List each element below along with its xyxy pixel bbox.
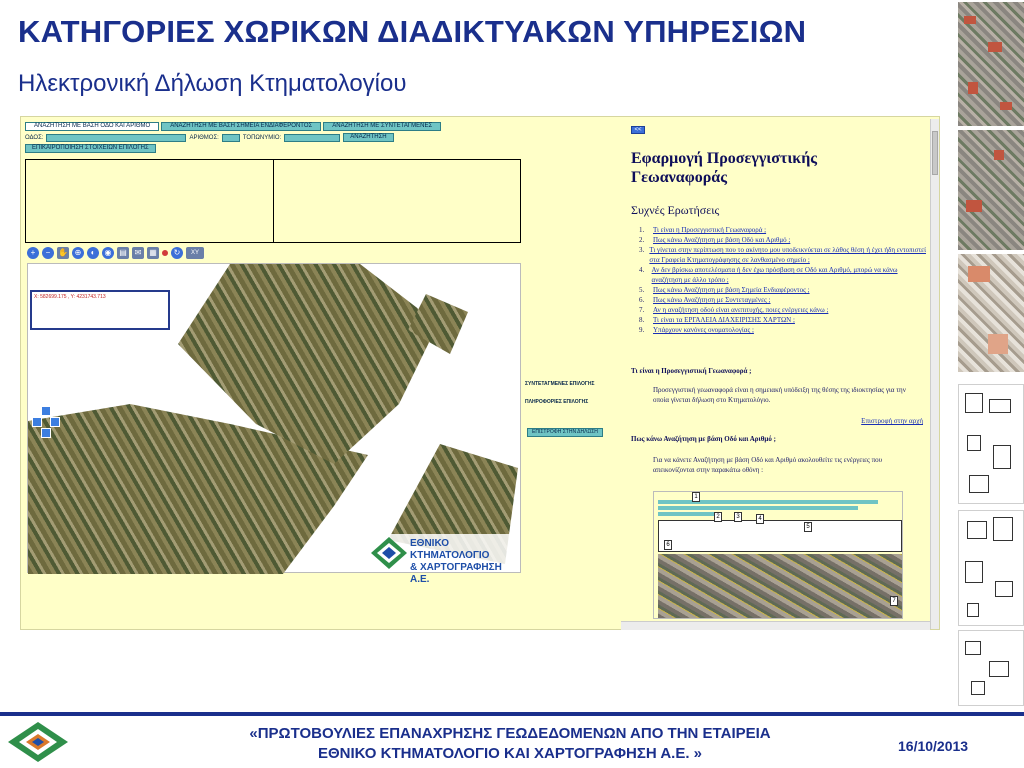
point-icon[interactable] <box>162 250 168 256</box>
faq-title: Συχνές Ερωτήσεις <box>631 203 720 217</box>
coordinates-text: X: 582699.175 , Y: 4231743.713 <box>34 294 106 300</box>
side-coords-label: ΣΥΝΤΕΤΑΓΜΕΝΕΣ ΕΠΙΛΟΓΗΣ <box>525 381 595 387</box>
toponym-input[interactable] <box>284 134 340 142</box>
aerial-thumbnail <box>958 2 1024 126</box>
faq-item[interactable]: 2. Πως κάνω Αναζήτηση με βάση Οδό και Αριθμό ; <box>639 236 791 244</box>
coordinates-readout <box>30 290 170 330</box>
print-icon[interactable]: ▤ <box>117 247 129 259</box>
faq-item[interactable]: 4. Αν δεν βρίσκω αποτελέσματα ή δεν έχω πρόσβαση σε Οδό και Αριθμό, μπορώ να κάνω αναζήτηση με άλλο τρόπο ; <box>639 266 898 284</box>
xy-icon[interactable]: XY <box>186 247 204 259</box>
refresh-icon[interactable]: ↻ <box>171 247 183 259</box>
step-number: 6 <box>664 540 672 550</box>
zoom-prev-icon[interactable]: ◐ <box>87 247 99 259</box>
slide-title: ΚΑΤΗΓΟΡΙΕΣ ΧΩΡΙΚΩΝ ΔΙΑΔΙΚΤΥΑΚΩΝ ΥΠΗΡΕΣΙΩΝ <box>18 14 807 49</box>
tab-coordinate-search[interactable]: ΑΝΑΖΗΤΗΣΗ ΜΕ ΣΥΝΤΕΤΑΓΜΕΝΕΣ <box>323 122 441 131</box>
satellite-map[interactable] <box>27 263 521 585</box>
results-details <box>274 160 521 242</box>
back-button[interactable]: << <box>631 126 645 134</box>
app-screenshot <box>20 116 940 630</box>
scrollbar-thumb[interactable] <box>932 131 938 175</box>
cadastral-thumbnail <box>958 630 1024 706</box>
q1-body: Προσεγγιστική γεωαναφορά είναι η σημειακή υπόδειξη της θέσης της ιδιοκτησίας για την οποία γίνεται δήλωση στο Κτηματολόγιο. <box>653 386 906 404</box>
arrow-down-icon[interactable] <box>41 428 51 438</box>
footer-text <box>180 724 840 764</box>
faq-list <box>639 225 929 335</box>
arrow-left-icon[interactable] <box>32 417 42 427</box>
arrow-up-icon[interactable] <box>41 406 51 416</box>
mini-aerial-map <box>658 554 902 618</box>
faq-item[interactable]: 9. Υπάρχουν κανόνες ονοματολογίας ; <box>639 326 754 334</box>
arrow-right-icon[interactable] <box>50 417 60 427</box>
vertical-scrollbar[interactable] <box>930 119 939 629</box>
faq-item[interactable]: 1. Τι είναι η Προσεγγιστική Γεωαναφορά ; <box>639 226 767 234</box>
return-to-declaration-button[interactable]: ΕΠΙΣΤΡΟΦΗ ΣΤΗΝ ΔΗΛΩΣΗ <box>527 428 603 437</box>
zoom-window-icon[interactable]: ⊕ <box>72 247 84 259</box>
help-panel <box>621 121 931 627</box>
tab-poi-search[interactable]: ΑΝΑΖΗΤΗΣΗ ΜΕ ΒΑΣΗ ΣΗΜΕΙΑ ΕΝΔΙΑΦΕΡΟΝΤΟΣ <box>161 122 321 131</box>
step-number: 3 <box>734 512 742 522</box>
faq-item[interactable]: 8. Τι είναι τα ΕΡΓΑΛΕΙΑ ΔΙΑΧΕΙΡΙΣΗΣ ΧΑΡΤΩΝ ; <box>639 316 795 324</box>
faq-item[interactable]: 6. Πως κάνω Αναζήτηση με Συντεταγμένες ; <box>639 296 771 304</box>
faq-item[interactable]: 3. Τι γίνεται στην περίπτωση που το ακίνητο μου υποδεικνύεται σε λάθος θέση ή έχει ήδη εντοπιστεί στα Γραφεία Κτηματογράφησης σε λανθασμένο σημείο ; <box>639 246 926 264</box>
step-number: 5 <box>804 522 812 532</box>
toponym-label: ΤΟΠΩΝΥΜΙΟ: <box>242 134 282 141</box>
zoom-out-icon[interactable]: − <box>42 247 54 259</box>
email-icon[interactable]: ✉ <box>132 247 144 259</box>
full-extent-icon[interactable]: ◉ <box>102 247 114 259</box>
slide-footer <box>0 716 1024 768</box>
return-top-link[interactable]: Επιστροφή στην αρχή <box>861 417 923 425</box>
faq-item[interactable]: 7. Αν η αναζήτηση οδού είναι ανεπιτυχής, ποιες ενέργειες κάνω ; <box>639 306 829 314</box>
footer-line2: ΕΘΝΙΚΟ ΚΤΗΜΑΤΟΛΟΓΙΟ ΚΑΙ ΧΑΡΤΟΓΡΑΦΗΣΗ Α.Ε. » <box>317 745 703 762</box>
side-info-label: ΠΛΗΡΟΦΟΡΙΕΣ ΕΠΙΛΟΓΗΣ <box>525 399 589 405</box>
cadastral-thumbnail <box>958 510 1024 626</box>
step-number: 1 <box>692 492 700 502</box>
mini-form-bar <box>658 506 858 510</box>
aerial-thumbnail <box>958 130 1024 250</box>
number-input[interactable] <box>222 134 240 142</box>
step-number: 7 <box>890 596 898 606</box>
map-nav-pad <box>32 406 60 440</box>
thumbnail-strip <box>958 0 1024 706</box>
footer-line1: «ΠΡΩΤΟΒΟΥΛΙΕΣ ΕΠΑΝΑΧΡΗΣΗΣ ΓΕΩΔΕΔΟΜΕΝΩΝ ΑΠΟ ΤΗΝ ΕΤΑΙΡΕΙΑ <box>249 725 771 742</box>
logo-line1: ΕΘΝΙΚΟ ΚΤΗΜΑΤΟΛΟΓΙΟ <box>410 538 490 561</box>
street-input[interactable] <box>46 134 186 142</box>
company-logo <box>368 534 520 585</box>
slide-subtitle: Ηλεκτρονική Δήλωση Κτηματολογίου <box>18 70 407 97</box>
results-list[interactable] <box>26 160 274 242</box>
step-number: 2 <box>714 512 722 522</box>
cadastral-thumbnail <box>958 384 1024 504</box>
pan-hand-icon[interactable]: ✋ <box>58 248 68 257</box>
q2-heading: Πως κάνω Αναζήτηση με βάση Οδό και Αριθμό ; <box>631 435 776 443</box>
number-label: ΑΡΙΘΜΟΣ: <box>189 134 219 141</box>
results-panel <box>25 159 521 243</box>
footer-logo-icon <box>6 720 70 764</box>
help-title: Εφαρμογή Προσεγγιστικής Γεωαναφοράς <box>631 150 818 186</box>
step-number: 4 <box>756 514 764 524</box>
zoom-in-icon[interactable]: + <box>27 247 39 259</box>
logo-line2: & ΧΑΡΤΟΓΡΑΦΗΣΗ Α.Ε. <box>410 562 502 585</box>
identify-icon[interactable]: ▦ <box>147 247 159 259</box>
tab-street-search[interactable]: ΑΝΑΖΗΤΗΣΗ ΜΕ ΒΑΣΗ ΟΔΟ ΚΑΙ ΑΡΙΘΜΟ <box>25 122 159 131</box>
map-toolbar <box>27 245 204 261</box>
horizontal-scrollbar[interactable] <box>621 621 930 630</box>
instruction-screenshot <box>653 491 903 619</box>
footer-date: 16/10/2013 <box>898 738 969 754</box>
search-button[interactable]: ΑΝΑΖΗΤΗΣΗ <box>343 133 393 142</box>
mini-results <box>658 520 902 552</box>
update-selection-button[interactable]: ΕΠΙΚΑΙΡΟΠΟΙΗΣΗ ΣΤΟΙΧΕΙΩΝ ΕΠΙΛΟΓΗΣ <box>25 144 156 153</box>
aerial-thumbnail <box>958 254 1024 372</box>
street-label: ΟΔΟΣ: <box>25 134 44 141</box>
logo-diamond-icon <box>370 536 408 570</box>
faq-item[interactable]: 5. Πως κάνω Αναζήτηση με βάση Σημεία Ενδιαφέροντος ; <box>639 286 810 294</box>
q1-heading: Τι είναι η Προσεγγιστική Γεωαναφορά ; <box>631 367 752 375</box>
mini-button-bar <box>658 512 718 516</box>
search-tabs <box>25 122 441 131</box>
search-form <box>25 133 394 142</box>
q2-body: Για να κάνετε Αναζήτηση με βάση Οδό και Αριθμό ακολουθείτε τις ενέργειες που απεικονίζονται στην παρακάτω οθόνη : <box>653 456 883 474</box>
mini-tab-bar <box>658 500 878 504</box>
